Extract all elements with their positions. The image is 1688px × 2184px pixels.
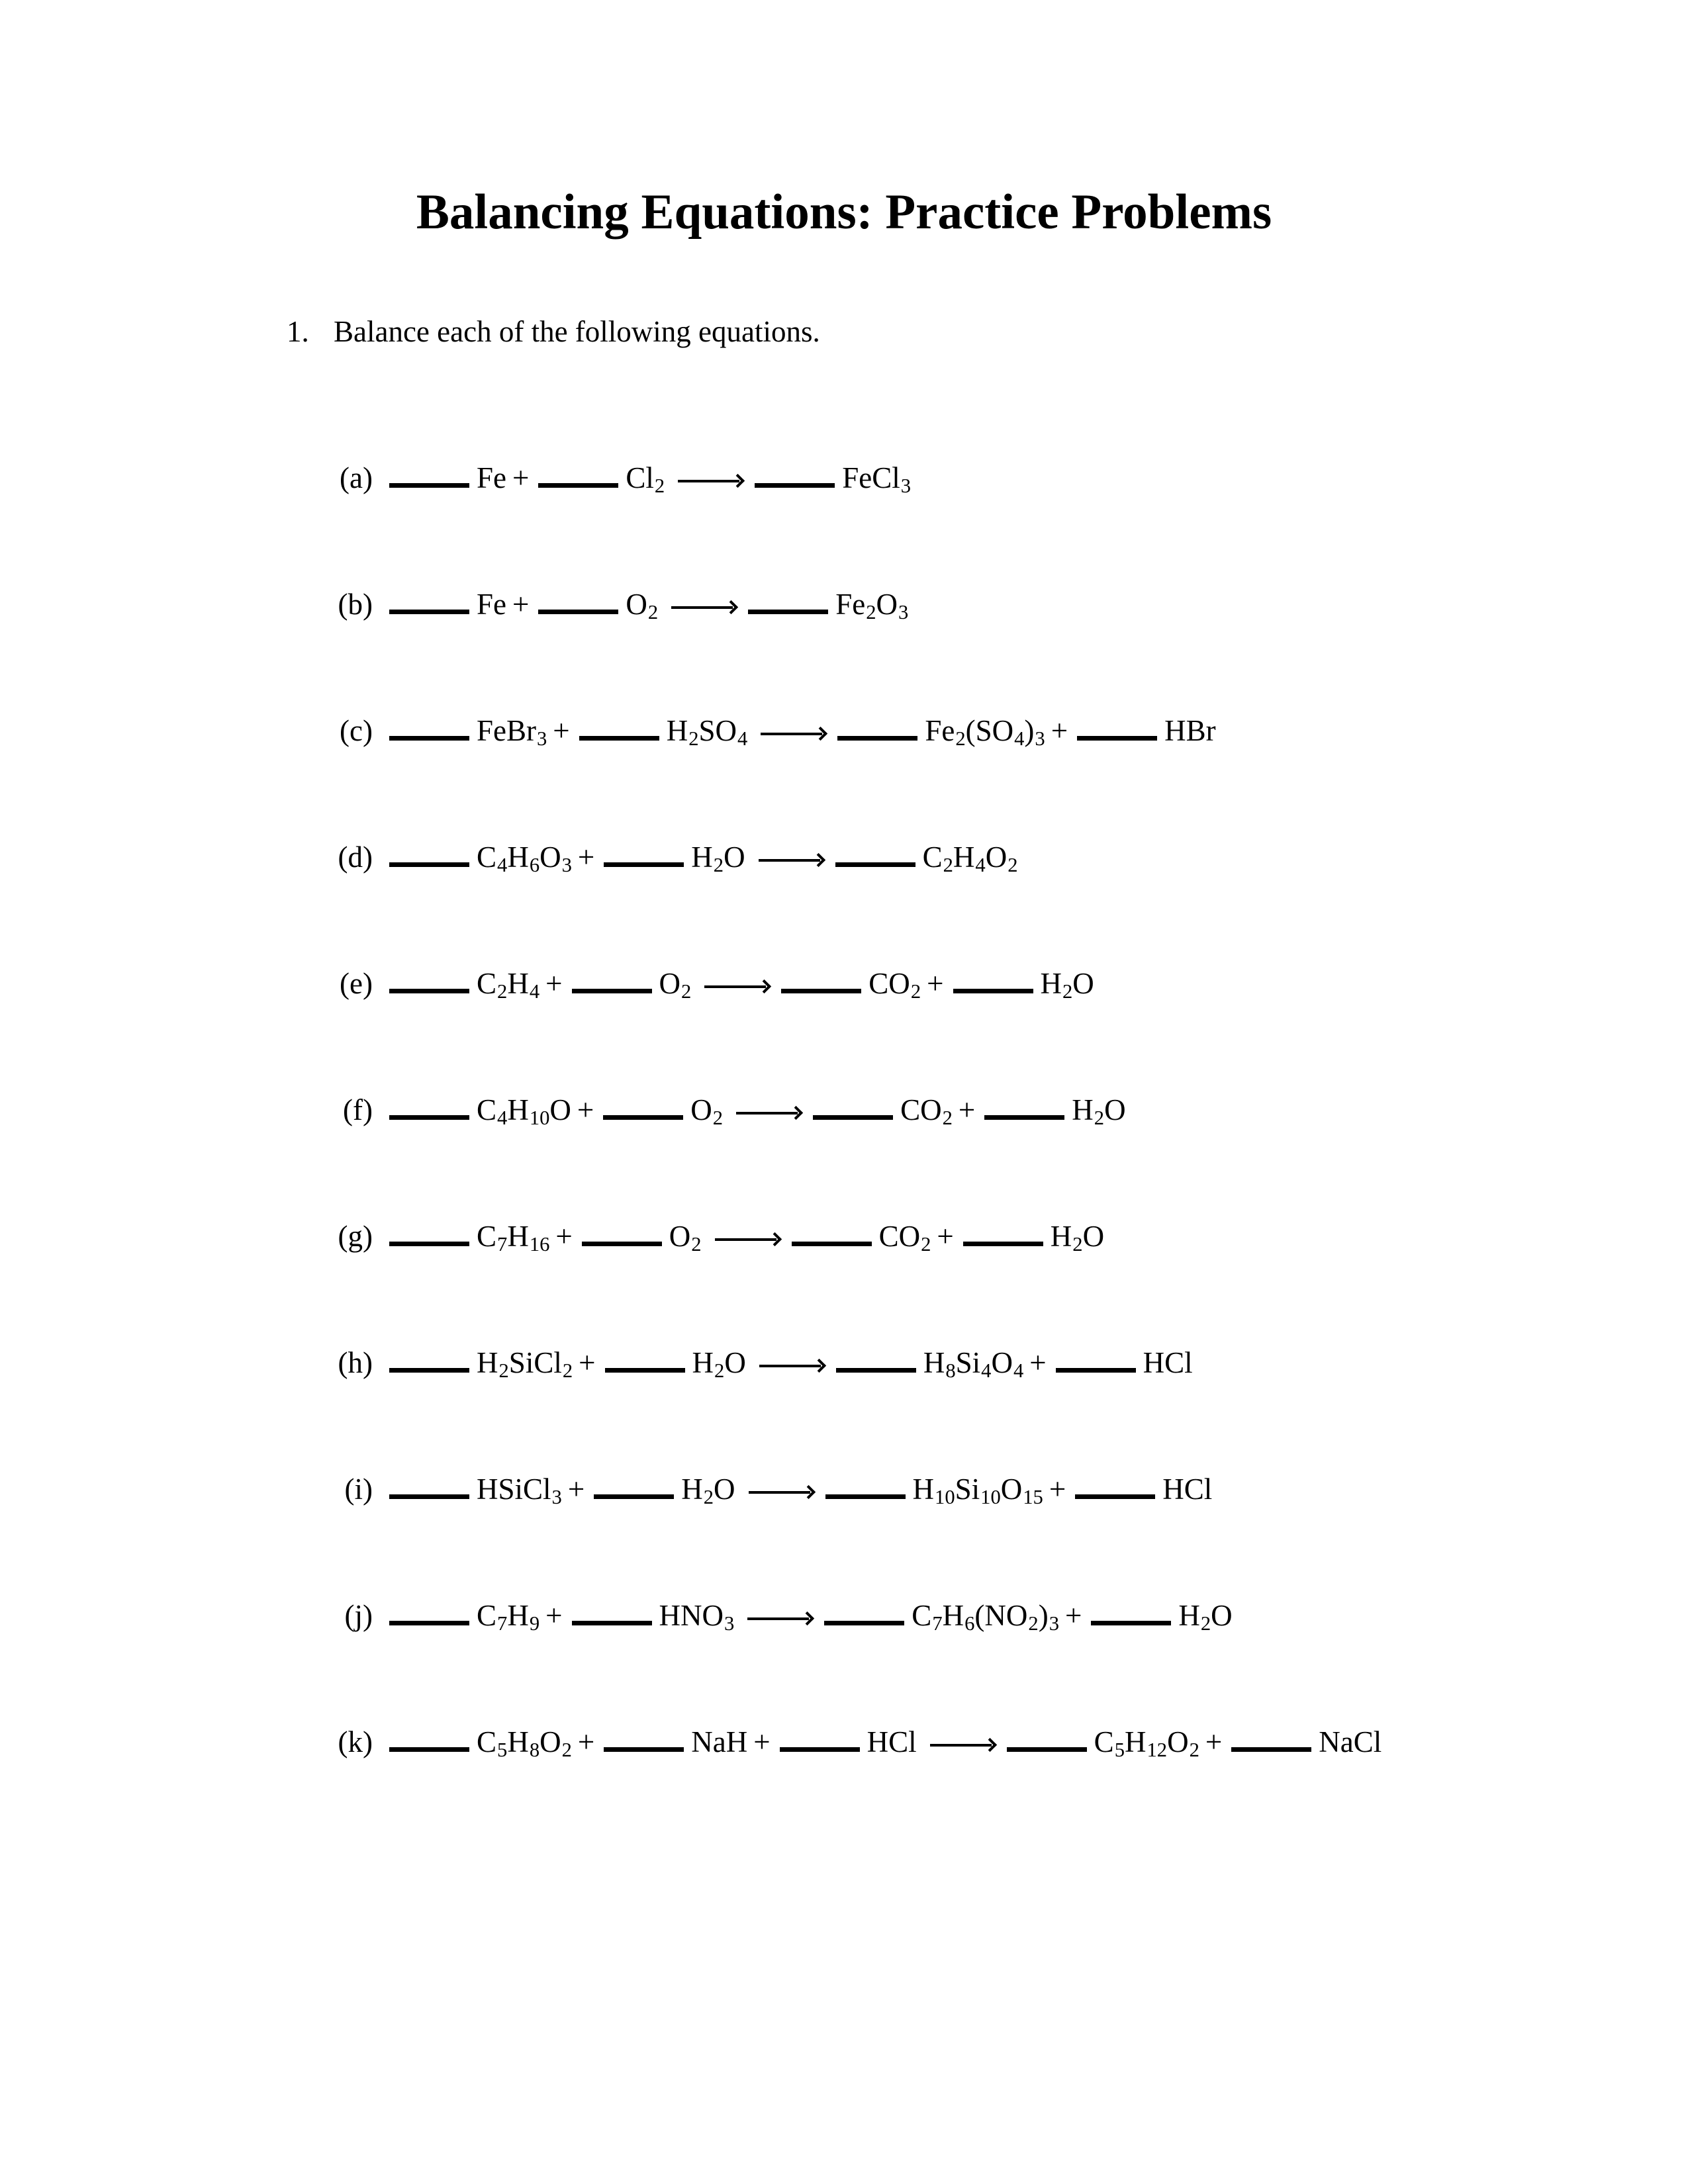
plus-operator: + [553, 714, 570, 747]
chemical-formula [691, 1727, 747, 1757]
formula-subscript: 2 [1072, 1233, 1083, 1256]
equation-row [278, 714, 1216, 751]
answer-blank [572, 989, 652, 993]
reaction-arrow-icon [759, 1357, 825, 1375]
formula-text: H [1072, 1093, 1094, 1126]
reaction-arrow-icon [736, 1105, 802, 1122]
arrow-head [757, 979, 771, 993]
reaction-arrow-icon [759, 852, 825, 869]
formula-subscript: 2 [498, 1359, 509, 1383]
formula-subscript: 8 [945, 1359, 956, 1383]
formula-text: H [1050, 1220, 1072, 1253]
formula-text: O [714, 1473, 735, 1506]
formula-text: FeBr [477, 714, 536, 747]
formula-subscript: 5 [497, 1739, 508, 1762]
formula-text: HCl [1143, 1346, 1193, 1379]
formula-subscript: 3 [537, 727, 547, 751]
answer-blank [813, 1115, 893, 1120]
answer-blank [605, 1368, 685, 1373]
chemical-formula [1050, 1220, 1105, 1256]
formula-text: H [507, 967, 529, 1000]
formula-text: NaCl [1319, 1725, 1382, 1758]
formula-text: O [985, 841, 1008, 874]
formula-subscript: 4 [981, 1359, 992, 1383]
instruction-text: Balance each of the following equations. [334, 315, 820, 348]
formula-text: H [507, 1220, 529, 1253]
formula-subscript: 2 [691, 1233, 702, 1256]
formula-subscript: 3 [724, 1612, 735, 1635]
formula-subscript: 2 [561, 1739, 572, 1762]
formula-text: Cl [626, 461, 654, 494]
chemical-formula [1094, 1725, 1199, 1762]
formula-text: (SO [965, 714, 1014, 747]
chemical-formula [659, 1599, 735, 1635]
formula-subscript: 15 [1023, 1486, 1043, 1509]
reaction-arrow-icon [678, 473, 744, 490]
formula-text: HCl [867, 1725, 917, 1758]
plus-operator: + [937, 1220, 954, 1253]
arrow-head [731, 474, 745, 488]
equation-label: (j) [344, 1599, 373, 1632]
answer-blank [582, 1242, 662, 1246]
answer-blank [780, 1747, 860, 1752]
answer-blank [1077, 736, 1157, 741]
formula-subscript: 10 [529, 1107, 550, 1130]
arrow-shaft [759, 1365, 821, 1367]
chemical-formula [692, 1346, 746, 1383]
chemical-formula [900, 1093, 953, 1130]
formula-text: CO [868, 967, 910, 1000]
arrow-head [789, 1106, 803, 1120]
equation-label: (a) [340, 461, 373, 494]
formula-text: HCl [1162, 1473, 1213, 1506]
reaction-arrow-icon [761, 725, 827, 743]
formula-subscript: 2 [943, 854, 953, 877]
answer-blank [792, 1242, 872, 1246]
formula-subscript: 4 [1013, 1359, 1024, 1383]
formula-subscript: 12 [1147, 1739, 1168, 1762]
formula-subscript: 10 [935, 1486, 955, 1509]
formula-subscript: 9 [529, 1612, 540, 1635]
chemical-formula [923, 1346, 1024, 1383]
chemical-formula [477, 714, 547, 751]
answer-blank [389, 610, 469, 614]
chemical-formula [1143, 1348, 1193, 1378]
plus-operator: + [577, 1093, 594, 1126]
formula-text: C [912, 1599, 932, 1632]
plus-operator: + [958, 1093, 976, 1126]
formula-text: H [1124, 1725, 1147, 1758]
chemical-formula [477, 1220, 550, 1256]
plus-operator: + [577, 1725, 595, 1758]
answer-blank [604, 862, 684, 867]
plus-operator: + [567, 1473, 585, 1506]
formula-subscript: 16 [529, 1233, 550, 1256]
arrow-shaft [715, 1238, 776, 1241]
chemical-formula [867, 1727, 917, 1757]
formula-subscript: 2 [1028, 1612, 1039, 1635]
arrow-shaft [749, 1491, 810, 1494]
formula-text: C [922, 841, 943, 874]
formula-text: H [912, 1473, 935, 1506]
equation-row [278, 967, 1094, 1003]
arrow-head [814, 727, 827, 741]
formula-text: H [507, 841, 529, 874]
formula-text: H [477, 1346, 498, 1379]
equation-label: (i) [344, 1473, 373, 1506]
chemical-formula [477, 590, 506, 619]
chemical-formula [691, 841, 745, 877]
chemical-formula [477, 1093, 571, 1130]
equation-label: (b) [338, 588, 373, 621]
equation-label: (k) [338, 1725, 373, 1758]
formula-subscript: 2 [942, 1107, 953, 1130]
formula-text: C [477, 841, 497, 874]
formula-subscript: 2 [647, 601, 659, 624]
formula-subscript: 2 [681, 980, 692, 1003]
formula-subscript: 3 [900, 475, 912, 498]
equation-row [278, 1346, 1193, 1383]
answer-blank [835, 862, 915, 867]
arrow-head [724, 600, 738, 614]
formula-subscript: 10 [980, 1486, 1001, 1509]
chemical-formula [477, 463, 506, 493]
formula-text: HBr [1164, 714, 1216, 747]
formula-text: O [539, 1725, 561, 1758]
answer-blank [1007, 1747, 1087, 1752]
formula-text: O [539, 841, 561, 874]
formula-text: Fe [477, 461, 506, 494]
arrow-head [983, 1738, 997, 1752]
formula-text: C [1094, 1725, 1114, 1758]
reaction-arrow-icon [747, 1610, 814, 1627]
formula-text: HNO [659, 1599, 724, 1632]
formula-text: O [690, 1093, 712, 1126]
formula-subscript: 2 [866, 601, 876, 624]
formula-subscript: 7 [932, 1612, 943, 1635]
formula-text: O [724, 1346, 746, 1379]
answer-blank [984, 1115, 1064, 1120]
formula-text: H [507, 1093, 529, 1126]
answer-blank [389, 1621, 469, 1625]
plus-operator: + [545, 967, 563, 1000]
answer-blank [389, 1747, 469, 1752]
formula-text: H [692, 1346, 714, 1379]
chemical-formula [868, 967, 921, 1003]
formula-text: CO [878, 1220, 921, 1253]
chemical-formula [1319, 1727, 1382, 1757]
formula-text: O [626, 588, 647, 621]
answer-blank [572, 1621, 652, 1625]
chemical-formula [912, 1473, 1043, 1509]
arrow-shaft [759, 859, 820, 862]
answer-blank [538, 483, 618, 488]
equation-label: (c) [340, 714, 373, 747]
formula-subscript: 2 [712, 1107, 724, 1130]
chemical-formula [842, 461, 912, 498]
formula-text: O [669, 1220, 691, 1253]
reaction-arrow-icon [749, 1484, 815, 1501]
chemical-formula [1040, 967, 1094, 1003]
formula-text: O [1104, 1093, 1126, 1126]
plus-operator: + [579, 1346, 596, 1379]
formula-text: O [876, 588, 898, 621]
page-title: Balancing Equations: Practice Problems [416, 185, 1272, 240]
formula-subscript: 2 [562, 1359, 573, 1383]
answer-blank [836, 1368, 916, 1373]
reaction-arrow-icon [930, 1737, 996, 1754]
equation-row [278, 1093, 1126, 1130]
chemical-formula [477, 1346, 573, 1383]
formula-text: O [659, 967, 680, 1000]
formula-text: NaH [691, 1725, 748, 1758]
answer-blank [389, 862, 469, 867]
formula-text: C [477, 1725, 497, 1758]
formula-text: O [1082, 1220, 1105, 1253]
formula-text: H [942, 1599, 964, 1632]
answer-blank [1231, 1747, 1311, 1752]
formula-subscript: 3 [551, 1486, 562, 1509]
answer-blank [824, 1621, 904, 1625]
reaction-arrow-icon [715, 1231, 781, 1248]
formula-text: H [507, 1599, 529, 1632]
formula-subscript: 3 [1049, 1612, 1059, 1635]
formula-subscript: 3 [1035, 727, 1045, 751]
plus-operator: + [545, 1599, 563, 1632]
answer-blank [389, 736, 469, 741]
chemical-formula [477, 841, 572, 877]
formula-text: H [666, 714, 688, 747]
formula-text: H [691, 841, 713, 874]
chemical-formula [835, 588, 909, 624]
chemical-formula [1162, 1475, 1212, 1504]
formula-text: O [1211, 1599, 1233, 1632]
formula-text: C [477, 1093, 497, 1126]
formula-text: Fe [835, 588, 866, 621]
list-item-number: 1. [287, 315, 309, 348]
chemical-formula [912, 1599, 1059, 1635]
formula-subscript: 6 [964, 1612, 975, 1635]
plus-operator: + [1064, 1599, 1082, 1632]
formula-text: ) [1024, 714, 1035, 747]
plus-operator: + [1205, 1725, 1223, 1758]
plus-operator: + [753, 1725, 771, 1758]
formula-subscript: 3 [898, 601, 909, 624]
formula-text: C [477, 1599, 497, 1632]
chemical-formula [1072, 1093, 1126, 1130]
formula-subscript: 2 [1189, 1739, 1199, 1762]
formula-subscript: 7 [497, 1233, 508, 1256]
formula-text: O [1000, 1473, 1023, 1506]
answer-blank [389, 1368, 469, 1373]
formula-text: SiCl [508, 1346, 562, 1379]
equation-label: (g) [338, 1220, 373, 1253]
answer-blank [1056, 1368, 1136, 1373]
formula-text: O [549, 1093, 571, 1126]
answer-blank [603, 1115, 683, 1120]
formula-subscript: 2 [1094, 1107, 1105, 1130]
formula-subscript: 6 [529, 854, 540, 877]
formula-text: ) [1038, 1599, 1049, 1632]
reaction-arrow-icon [671, 599, 737, 616]
plus-operator: + [1051, 714, 1068, 747]
answer-blank [781, 989, 861, 993]
formula-text: Si [955, 1473, 980, 1506]
formula-subscript: 4 [497, 1107, 508, 1130]
arrow-head [811, 853, 825, 867]
formula-text: H [1178, 1599, 1200, 1632]
formula-text: FeCl [842, 461, 900, 494]
formula-subscript: 7 [497, 1612, 508, 1635]
formula-text: (NO [974, 1599, 1028, 1632]
answer-blank [389, 1115, 469, 1120]
formula-text: Fe [477, 588, 506, 621]
answer-blank [389, 1242, 469, 1246]
formula-subscript: 8 [529, 1739, 540, 1762]
answer-blank [1075, 1494, 1155, 1499]
answer-blank [389, 483, 469, 488]
answer-blank [963, 1242, 1043, 1246]
formula-subscript: 4 [1014, 727, 1025, 751]
equation-row [278, 1725, 1382, 1762]
formula-text: H [507, 1725, 529, 1758]
formula-text: Si [955, 1346, 981, 1379]
arrow-shaft [930, 1744, 992, 1747]
chemical-formula [477, 1473, 562, 1509]
formula-subscript: 2 [703, 1486, 714, 1509]
answer-blank [1091, 1621, 1171, 1625]
chemical-formula [925, 714, 1045, 751]
arrow-head [767, 1232, 781, 1246]
chemical-formula [477, 1725, 572, 1762]
plus-operator: + [512, 461, 530, 494]
equation-row [278, 841, 1018, 877]
formula-text: H [953, 841, 975, 874]
formula-subscript: 2 [1008, 854, 1018, 877]
formula-subscript: 3 [561, 854, 572, 877]
equation-row [278, 461, 912, 498]
chemical-formula [1178, 1599, 1233, 1635]
chemical-formula [626, 588, 659, 624]
formula-subscript: 2 [714, 1359, 725, 1383]
formula-subscript: 2 [1200, 1612, 1211, 1635]
chemical-formula [922, 841, 1018, 877]
chemical-formula [681, 1473, 735, 1509]
chemical-formula [666, 714, 748, 751]
formula-text: O [724, 841, 745, 874]
answer-blank [389, 1494, 469, 1499]
plus-operator: + [1029, 1346, 1047, 1379]
chemical-formula [626, 461, 665, 498]
formula-subscript: 2 [654, 475, 665, 498]
formula-subscript: 2 [921, 1233, 931, 1256]
equation-label: (e) [340, 967, 373, 1000]
formula-subscript: 4 [737, 727, 748, 751]
formula-text: O [991, 1346, 1013, 1379]
answer-blank [825, 1494, 906, 1499]
formula-subscript: 2 [713, 854, 724, 877]
plus-operator: + [577, 841, 595, 874]
formula-text: CO [900, 1093, 942, 1126]
answer-blank [837, 736, 917, 741]
chemical-formula [1164, 716, 1216, 746]
formula-subscript: 2 [1062, 980, 1073, 1003]
equation-label: (f) [343, 1093, 373, 1126]
formula-text: Fe [925, 714, 955, 747]
formula-text: C [477, 967, 497, 1000]
plus-operator: + [512, 588, 530, 621]
equation-label: (h) [338, 1346, 373, 1379]
formula-text: H [1040, 967, 1062, 1000]
formula-text: H [681, 1473, 703, 1506]
formula-text: SO [698, 714, 737, 747]
answer-blank [389, 989, 469, 993]
formula-subscript: 2 [910, 980, 921, 1003]
plus-operator: + [927, 967, 944, 1000]
chemical-formula [659, 967, 692, 1003]
formula-subscript: 2 [497, 980, 508, 1003]
formula-subscript: 5 [1114, 1739, 1125, 1762]
answer-blank [538, 610, 618, 614]
formula-text: O [1167, 1725, 1189, 1758]
reaction-arrow-icon [704, 978, 771, 995]
answer-blank [953, 989, 1033, 993]
equation-row [278, 1473, 1213, 1509]
arrow-head [801, 1485, 815, 1499]
answer-blank [748, 610, 828, 614]
formula-subscript: 2 [955, 727, 966, 751]
chemical-formula [878, 1220, 931, 1256]
plus-operator: + [555, 1220, 573, 1253]
chemical-formula [477, 1599, 540, 1635]
formula-subscript: 2 [688, 727, 699, 751]
chemical-formula [669, 1220, 702, 1256]
equation-label: (d) [338, 841, 373, 874]
formula-subscript: 4 [529, 980, 540, 1003]
formula-subscript: 4 [975, 854, 986, 877]
answer-blank [579, 736, 659, 741]
formula-text: C [477, 1220, 497, 1253]
formula-text: H [923, 1346, 945, 1379]
arrow-head [800, 1612, 814, 1625]
chemical-formula [690, 1093, 724, 1130]
equation-row [278, 588, 909, 624]
formula-subscript: 4 [497, 854, 508, 877]
answer-blank [755, 483, 835, 488]
formula-text: O [1072, 967, 1094, 1000]
formula-text: HSiCl [477, 1473, 551, 1506]
plus-operator: + [1049, 1473, 1066, 1506]
equation-row [278, 1599, 1233, 1635]
equation-row [278, 1220, 1105, 1256]
chemical-formula [477, 967, 540, 1003]
arrow-head [812, 1359, 826, 1373]
answer-blank [604, 1747, 684, 1752]
answer-blank [594, 1494, 674, 1499]
